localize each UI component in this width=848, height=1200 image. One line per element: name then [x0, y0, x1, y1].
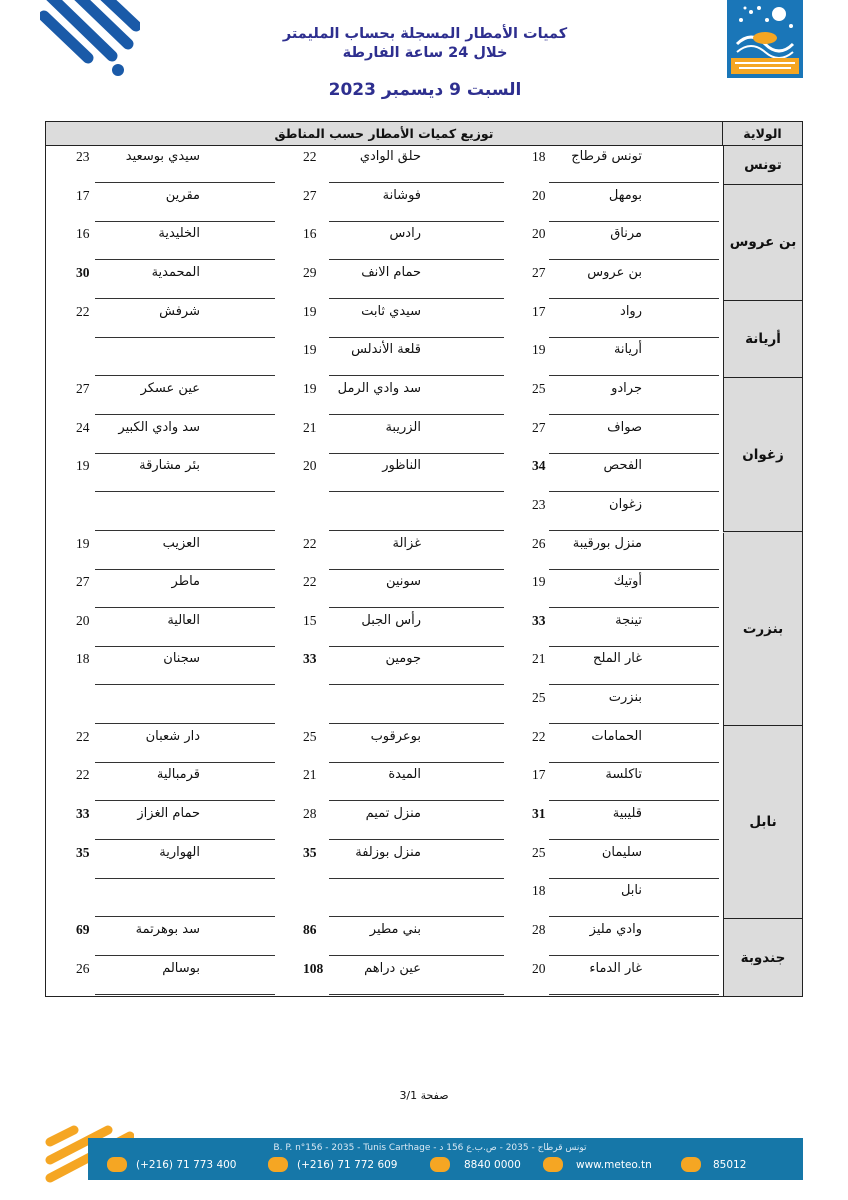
row-divider [329, 530, 504, 531]
rainfall-value: 18 [76, 651, 90, 667]
row-divider [95, 491, 275, 492]
row-divider [549, 646, 719, 647]
row-divider [549, 916, 719, 917]
row-divider [95, 955, 275, 956]
row-divider [95, 839, 275, 840]
rainfall-value: 15 [303, 612, 317, 628]
rainfall-value: 25 [532, 380, 546, 396]
governorate-label: جندوبة [723, 919, 802, 996]
governorate-label: زغوان [723, 378, 802, 533]
rainfall-value: 33 [303, 651, 317, 667]
row-divider [95, 298, 275, 299]
rainfall-value: 19 [303, 342, 317, 358]
station-name: بني مطير [369, 922, 421, 937]
row-divider [549, 491, 719, 492]
row-divider [329, 723, 504, 724]
station-name: دار شعبان [145, 728, 200, 744]
station-name: منزل بورقيبة [572, 535, 642, 551]
station-name: حمام الغزاز [137, 806, 200, 822]
rainfall-value: 27 [76, 380, 90, 396]
station-name: أريانة [613, 342, 642, 358]
table-row [46, 571, 723, 610]
rainfall-value: 27 [532, 419, 546, 435]
station-name: الزريبة [385, 419, 421, 435]
row-divider [329, 684, 504, 685]
row-divider [549, 375, 719, 376]
row-divider [95, 646, 275, 647]
table-row [46, 494, 723, 533]
station-name: فوشانة [382, 187, 421, 203]
station-name: رواد [620, 303, 642, 319]
governorate-label: أريانة [723, 301, 802, 378]
footer-address: B. P. n°156 - 2035 - Tunis Carthage - تونس قرطاج - 2035 - ص.ب.ع 156 د [273, 1143, 587, 1153]
row-divider [95, 723, 275, 724]
governorate-label: نابل [723, 726, 802, 919]
rainfall-value: 34 [532, 458, 546, 474]
station-name: سليمان [601, 844, 642, 860]
row-divider [95, 878, 275, 879]
rainfall-value: 28 [303, 806, 317, 822]
station-name: مرناق [610, 226, 642, 242]
institute-logo [727, 0, 803, 78]
rainfall-value: 27 [303, 187, 317, 203]
row-divider [329, 878, 504, 879]
rainfall-value: 29 [303, 264, 317, 280]
governorate-label: بن عروس [723, 185, 802, 301]
rainfall-value: 30 [76, 264, 90, 280]
row-divider [95, 221, 275, 222]
footer-website: www.meteo.tn [576, 1159, 652, 1171]
row-divider [95, 916, 275, 917]
rainfall-value: 16 [303, 226, 317, 242]
row-divider [549, 337, 719, 338]
table-row [46, 262, 723, 301]
station-name: رأس الجبل [361, 612, 421, 628]
rainfall-value: 20 [532, 187, 546, 203]
rainfall-value: 19 [303, 380, 317, 396]
station-name: بومهل [608, 187, 642, 203]
footer-phone-1: (+216) 71 773 400 [136, 1159, 237, 1171]
row-divider [329, 762, 504, 763]
rainfall-value: 22 [303, 149, 317, 164]
row-divider [329, 182, 504, 183]
header-governorate: الولاية [723, 122, 802, 146]
station-name: عين دراهم [364, 960, 421, 976]
station-name: العالية [167, 612, 200, 628]
rainfall-value: 25 [532, 690, 546, 706]
rainfall-value: 25 [532, 844, 546, 860]
station-name: سيدي بوسعيد [125, 149, 200, 164]
table-row [46, 958, 723, 997]
station-name: سونين [385, 574, 421, 590]
station-name: منزل بوزلفة [355, 844, 421, 860]
row-divider [329, 414, 504, 415]
station-name: جرادو [611, 380, 642, 396]
rainfall-value: 31 [532, 806, 546, 822]
station-name: جومين [385, 651, 421, 667]
row-divider [549, 569, 719, 570]
governorate-label: بنزرت [723, 533, 802, 726]
station-name: بنزرت [608, 690, 642, 706]
rainfall-value: 16 [76, 226, 90, 242]
table-row [46, 726, 723, 765]
rainfall-value: 23 [532, 496, 546, 512]
table-row [46, 185, 723, 224]
footer-sms: 85012 [713, 1159, 747, 1171]
report-subtitle: خلال 24 ساعة الفارطة [342, 45, 508, 61]
table-row [46, 919, 723, 958]
row-divider [329, 607, 504, 608]
row-divider [95, 530, 275, 531]
rainfall-value: 35 [303, 844, 317, 860]
row-divider [329, 298, 504, 299]
rainfall-value: 22 [532, 728, 546, 744]
station-name: ماطر [171, 574, 200, 590]
row-divider [329, 569, 504, 570]
table-row [46, 803, 723, 842]
rainfall-value: 20 [532, 960, 546, 976]
rainfall-value: 17 [76, 187, 90, 203]
station-name: حلق الوادي [359, 149, 421, 164]
station-name: الميدة [388, 767, 421, 783]
station-name: بوسالم [162, 960, 200, 976]
rainfall-value: 20 [303, 458, 317, 474]
rainfall-value: 19 [76, 458, 90, 474]
station-name: الخليدية [158, 226, 200, 242]
row-divider [329, 453, 504, 454]
rainfall-value: 25 [303, 728, 317, 744]
station-name: بئر مشارقة [139, 458, 200, 474]
footer-green-number: 8840 0000 [464, 1159, 521, 1171]
rainfall-value: 86 [303, 922, 317, 937]
station-name: نابل [620, 883, 642, 899]
station-name: الناظور [382, 458, 421, 474]
station-name: الفحص [603, 458, 642, 474]
row-divider [549, 414, 719, 415]
rainfall-value: 17 [532, 303, 546, 319]
row-divider [549, 530, 719, 531]
row-divider [95, 414, 275, 415]
rainfall-value: 28 [532, 922, 546, 937]
table-row [46, 533, 723, 572]
rainfall-value: 26 [532, 535, 546, 551]
table-row [46, 223, 723, 262]
web-icon [543, 1157, 563, 1172]
station-name: سجنان [163, 651, 200, 667]
row-divider [549, 955, 719, 956]
rainfall-value: 22 [76, 767, 90, 783]
rainfall-value: 18 [532, 883, 546, 899]
table-row [46, 455, 723, 494]
rainfall-value: 22 [303, 574, 317, 590]
station-name: شرفش [159, 303, 200, 319]
rainfall-value: 20 [76, 612, 90, 628]
row-divider [329, 994, 504, 995]
row-divider [95, 800, 275, 801]
header-stripes-decoration [40, 0, 140, 80]
station-name: تونس قرطاج [571, 149, 642, 164]
rainfall-table [45, 121, 803, 997]
row-divider [95, 994, 275, 995]
row-divider [95, 453, 275, 454]
governorate-label: تونس [723, 146, 802, 185]
station-name: تينجة [615, 612, 642, 628]
row-divider [549, 684, 719, 685]
table-row [46, 339, 723, 378]
rainfall-value: 21 [303, 767, 317, 783]
row-divider [549, 723, 719, 724]
row-divider [549, 800, 719, 801]
station-name: زغوان [609, 496, 642, 512]
phone-icon [107, 1157, 127, 1172]
rainfall-value: 23 [76, 149, 90, 164]
rainfall-value: 17 [532, 767, 546, 783]
page-number: صفحة 3/1 [399, 1089, 449, 1102]
station-name: صواف [607, 419, 642, 435]
rainfall-value: 35 [76, 844, 90, 860]
row-divider [95, 259, 275, 260]
row-divider [549, 607, 719, 608]
report-title: كميات الأمطار المسجلة بحساب المليمتر [282, 26, 568, 42]
station-name: بن عروس [587, 264, 642, 280]
rainfall-value: 19 [532, 342, 546, 358]
table-row [46, 687, 723, 726]
table-row [46, 610, 723, 649]
row-divider [95, 607, 275, 608]
row-divider [329, 221, 504, 222]
station-name: عين عسكر [140, 380, 200, 396]
row-divider [95, 569, 275, 570]
rainfall-value: 33 [532, 612, 546, 628]
rainfall-value: 19 [303, 303, 317, 319]
rainfall-value: 18 [532, 149, 546, 164]
sms-icon [681, 1157, 701, 1172]
table-row [46, 842, 723, 881]
table-row [46, 146, 723, 185]
footer-phone-2: (+216) 71 772 609 [297, 1159, 398, 1171]
row-divider [95, 182, 275, 183]
station-name: حمام الانف [361, 264, 421, 280]
header-distribution: توزيع كميات الأمطار حسب المناطق [46, 122, 723, 146]
fax-icon [268, 1157, 288, 1172]
row-divider [549, 762, 719, 763]
rainfall-value: 33 [76, 806, 90, 822]
station-name: العزيب [162, 535, 200, 551]
row-divider [329, 491, 504, 492]
rainfall-value: 27 [76, 574, 90, 590]
row-divider [329, 916, 504, 917]
station-name: أوتيك [613, 574, 642, 590]
station-name: وادي مليز [589, 922, 642, 937]
row-divider [549, 182, 719, 183]
row-divider [549, 259, 719, 260]
rainfall-value: 22 [303, 535, 317, 551]
station-name: سد وادي الرمل [337, 380, 421, 396]
rainfall-value: 22 [76, 303, 90, 319]
row-divider [95, 684, 275, 685]
station-name: سد وادي الكبير [118, 419, 200, 435]
table-row [46, 378, 723, 417]
row-divider [549, 839, 719, 840]
rainfall-value: 19 [76, 535, 90, 551]
row-divider [329, 646, 504, 647]
green-number-icon [430, 1157, 450, 1172]
row-divider [95, 337, 275, 338]
table-row [46, 880, 723, 919]
governorate-column [723, 146, 802, 996]
station-name: قرمبالية [156, 767, 200, 783]
row-divider [329, 955, 504, 956]
table-row [46, 417, 723, 456]
station-name: قليبية [612, 806, 642, 822]
rainfall-value: 21 [303, 419, 317, 435]
rainfall-value: 26 [76, 960, 90, 976]
station-name: سد بوهرتمة [135, 922, 200, 937]
rainfall-value: 24 [76, 419, 90, 435]
rainfall-value: 22 [76, 728, 90, 744]
row-divider [549, 878, 719, 879]
row-divider [329, 839, 504, 840]
station-name: الحمامات [591, 728, 642, 744]
row-divider [549, 298, 719, 299]
station-name: بوعرقوب [370, 728, 421, 744]
row-divider [329, 800, 504, 801]
station-name: منزل تميم [365, 806, 421, 822]
table-row [46, 764, 723, 803]
station-name: غار الدماء [589, 960, 642, 976]
rainfall-value: 27 [532, 264, 546, 280]
station-name: تاكلسة [605, 767, 642, 783]
station-name: المحمدية [151, 264, 200, 280]
station-name: غزالة [392, 535, 421, 551]
station-name: الهوارية [159, 844, 200, 860]
rainfall-value: 21 [532, 651, 546, 667]
row-divider [329, 337, 504, 338]
station-name: قلعة الأندلس [351, 342, 421, 358]
row-divider [329, 259, 504, 260]
station-name: مقرين [165, 187, 200, 203]
row-divider [95, 375, 275, 376]
row-divider [549, 994, 719, 995]
rainfall-value: 19 [532, 574, 546, 590]
rainfall-value: 20 [532, 226, 546, 242]
row-divider [329, 375, 504, 376]
rainfall-value: 69 [76, 922, 90, 937]
row-divider [95, 762, 275, 763]
station-name: رادس [389, 226, 421, 242]
row-divider [549, 453, 719, 454]
table-row [46, 648, 723, 687]
row-divider [549, 221, 719, 222]
station-name: سيدي ثابت [361, 303, 421, 319]
rainfall-value: 108 [303, 960, 324, 976]
station-name: غار الملح [593, 651, 642, 667]
report-date: السبت 9 ديسمبر 2023 [328, 80, 522, 100]
table-row [46, 301, 723, 340]
